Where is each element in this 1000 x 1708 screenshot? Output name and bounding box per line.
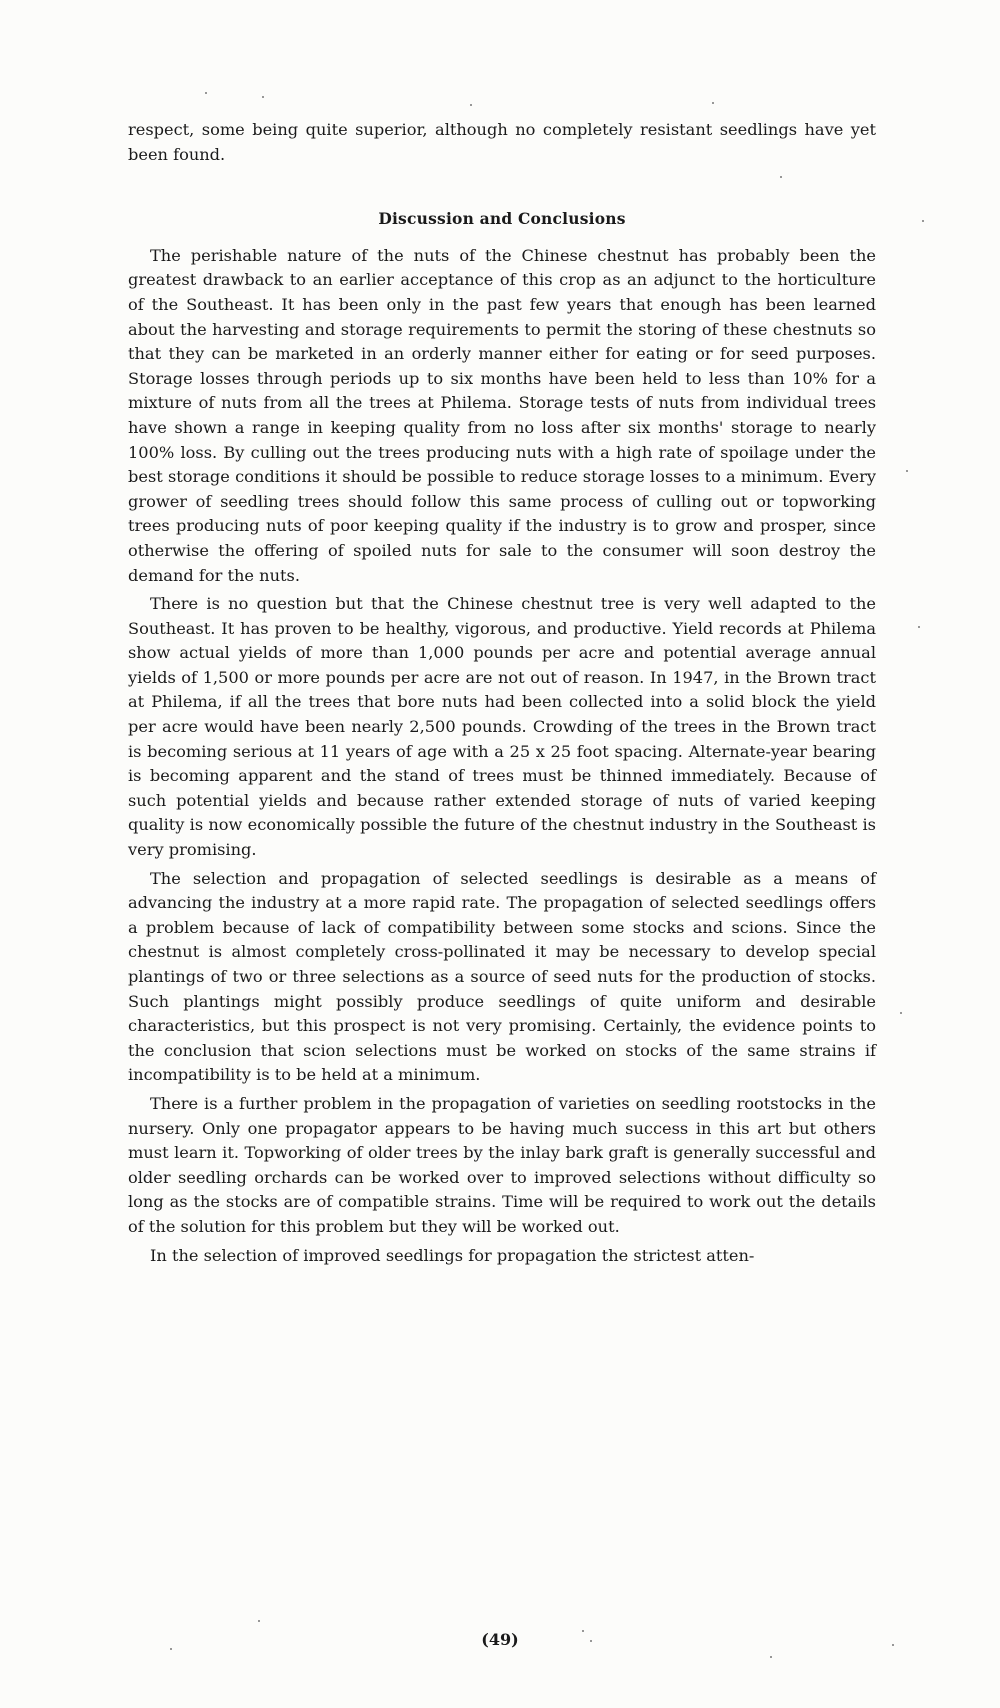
body-text [128, 118, 876, 1268]
scan-speck [470, 104, 472, 106]
scan-speck [262, 96, 264, 98]
section-heading: Discussion and Conclusions [378, 209, 626, 229]
paragraph-selection-attention: In the selection of improved seedlings for propagation the strictest atten- [150, 1245, 755, 1265]
scan-speck [922, 220, 924, 222]
scan-speck [258, 1620, 260, 1622]
paragraph-adaptation: There is no question but that the Chinese chestnut tree is very well adapted to the Southeast. It has proven to be healthy, vigorous, and productive. Yield records at Philema show actual yields of more than 1,000 pounds per acre and potential average annual yields of 1,500 or more pounds per acre are not out of reason. In 1947, in the Brown tract at Philema, if all the trees that bore nuts had been collected into a solid block the yield per acre would have been nearly 2,500 pounds. Crowding of the trees in the Brown tract is becoming serious at 11 years of age with a 25 x 25 foot spacing. Alternate-year bearing is becoming apparent and the stand of trees must be thinned immediately. Because of such potential yields and because rather extended storage of nuts of varied keeping quality is now economically possible the future of the chestnut industry in the Southeast is very promising. [128, 594, 876, 860]
scan-speck [590, 1640, 592, 1642]
scan-speck [906, 470, 908, 472]
scan-speck [205, 92, 207, 94]
scan-speck [780, 176, 782, 178]
intro-paragraph: respect, some being quite superior, although no completely resistant seedlings have yet been found. [128, 120, 876, 164]
scan-speck [170, 1648, 172, 1650]
scan-speck [712, 102, 714, 104]
paragraph-selection-propagation: The selection and propagation of selected seedlings is desirable as a means of advancing the industry at a more rapid rate. The propagation of selected seedlings offers a problem because of lack of compatibility between some stocks and scions. Since the chestnut is almost completely cross-pollinated it may be necessary to develop special plantings of two or three selections as a source of seed nuts for the production of stocks. Such plantings might possibly produce seedlings of quite uniform and desirable characteristics, but this prospect is not very promising. Certainly, the evidence points to the conclusion that scion selections must be worked on stocks of the same strains if incompatibility is to be held at a minimum. [128, 868, 876, 1085]
paragraph-nursery-problem: There is a further problem in the propagation of varieties on seedling rootstocks in the nursery. Only one propagator appears to be having much success in this art but others must learn it. Topworking of older trees by the inlay bark graft is generally successful and older seedling orchards can be worked over to improved selections without difficulty so long as the stocks are of compatible strains. Time will be required to work out the details of the solution for this problem but they will be worked out. [128, 1093, 876, 1236]
scan-speck [582, 1630, 584, 1632]
scan-speck [900, 1012, 902, 1014]
paragraph-perishable-nature: The perishable nature of the nuts of the Chinese chestnut has probably been the greatest drawback to an earlier acceptance of this crop as an adjunct to the horticulture of the Southeast. It has been only in the past few years that enough has been learned about the harvesting and storage requirements to permit the storing of these chestnuts so that they can be marketed in an orderly manner either for eating or for seed purposes. Storage losses through periods up to six months have been held to less than 10% for a mixture of nuts from all the trees at Philema. Storage tests of nuts from individual trees have shown a range in keeping quality from no loss after six months' storage to nearly 100% loss. By culling out the trees producing nuts with a high rate of spoilage under the best storage conditions it should be possible to reduce storage losses to a minimum. Every grower of seedling trees should follow this same process of culling out or topworking trees producing nuts of poor keeping quality if the industry is to grow and prosper, since otherwise the offering of spoiled nuts for sale to the consumer will soon destroy the demand for the nuts. [128, 245, 876, 585]
scan-speck [770, 1656, 772, 1658]
scan-speck [918, 626, 920, 628]
scan-speck [892, 1644, 894, 1646]
page-number: (49) [481, 1630, 519, 1649]
